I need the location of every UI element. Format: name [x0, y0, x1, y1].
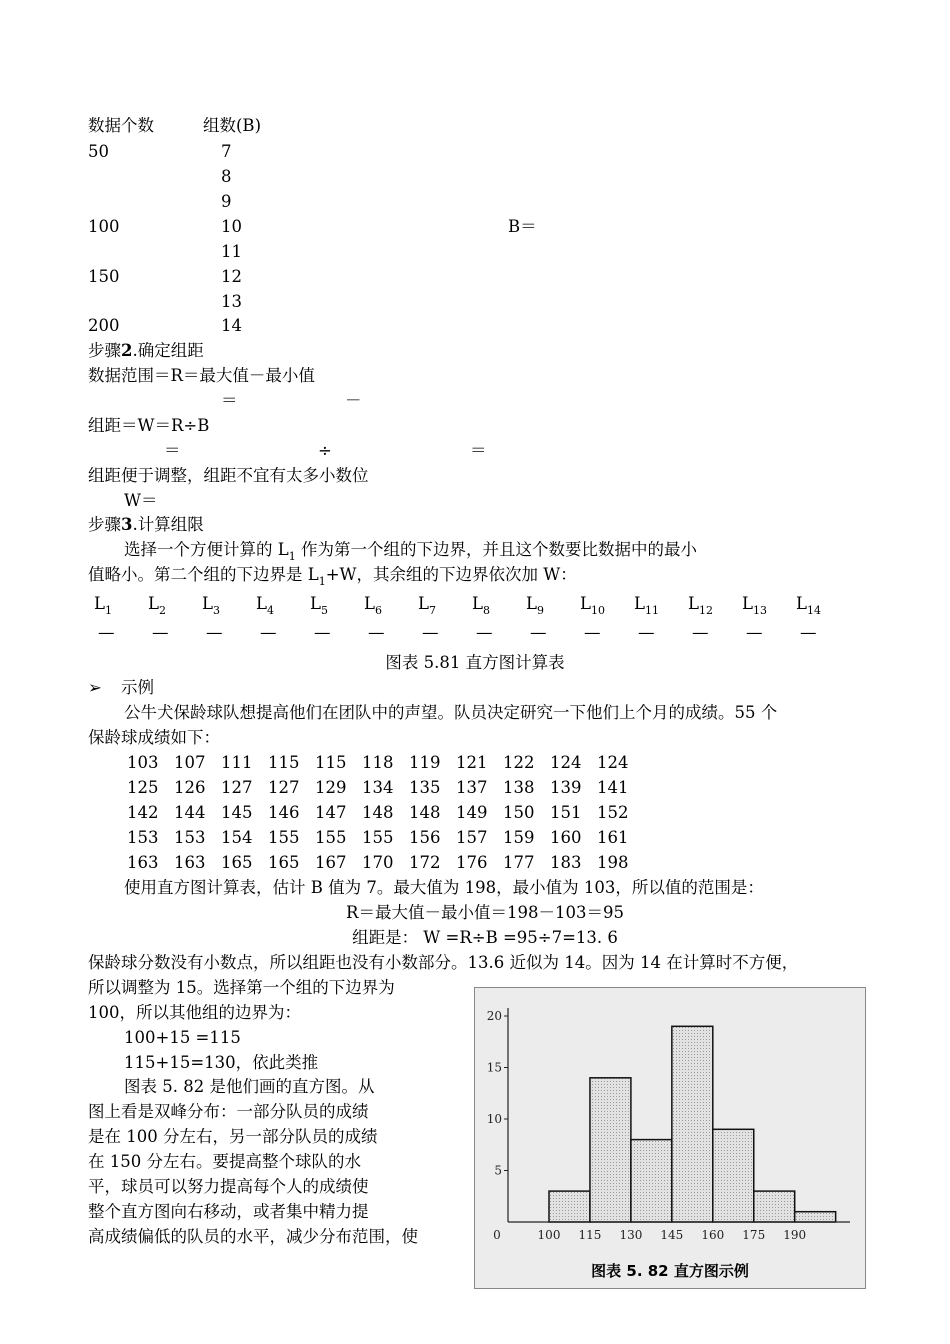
limit-blank: — — [314, 623, 331, 642]
limit-letter: L — [256, 594, 267, 613]
score-value: 127 — [268, 778, 300, 797]
table-count: 100 — [88, 217, 120, 236]
limit-letter: L — [148, 594, 159, 613]
y-tick-label: 10 — [486, 1112, 502, 1126]
table-groups: 10 — [221, 217, 242, 236]
histogram-figure — [474, 987, 866, 1289]
blank-minus: － — [345, 391, 362, 410]
limit-label — [418, 594, 472, 617]
limit-index: 11 — [644, 604, 659, 617]
limits-paragraph-line2 — [88, 565, 577, 587]
limit-label — [256, 594, 310, 617]
score-value: 126 — [174, 778, 206, 797]
x-tick-label: 190 — [783, 1228, 807, 1242]
table-groups: 7 — [221, 142, 232, 161]
step-prefix: 步骤 — [88, 341, 121, 360]
limit-label — [364, 594, 418, 617]
score-value: 137 — [456, 778, 488, 797]
y-tick-label: 20 — [486, 1009, 502, 1023]
step-title: .计算组限 — [132, 515, 204, 534]
subscript: 1 — [288, 550, 296, 563]
score-value: 142 — [127, 803, 159, 822]
adjust-paragraph: 所以调整为 15。选择第一个组的下边界为 — [88, 978, 395, 997]
score-value: 150 — [503, 803, 535, 822]
score-value: 144 — [174, 803, 206, 822]
score-value: 163 — [127, 853, 159, 872]
decimal-paragraph: 保龄球分数没有小数点，所以组距也没有小数部分。13.6 近似为 14。因为 14 在计算时不方便， — [88, 953, 799, 972]
table-count: 150 — [88, 267, 120, 286]
w-equals: W＝ — [124, 491, 158, 510]
step-number: 3 — [121, 515, 133, 534]
chart-title: 图表 5. 82 直方图示例 — [591, 1262, 749, 1280]
limits-paragraph-line1 — [124, 540, 697, 562]
x-tick-label: 160 — [701, 1228, 725, 1242]
score-value: 155 — [315, 828, 347, 847]
range-formula: 数据范围＝R＝最大值－最小值 — [88, 366, 315, 385]
step-title: .确定组距 — [132, 341, 204, 360]
blank-equals: ＝ — [221, 391, 238, 410]
step-prefix: 步骤 — [88, 515, 121, 534]
limit-label — [148, 594, 202, 617]
scores-row — [127, 853, 644, 873]
score-value: 172 — [409, 853, 441, 872]
calc-paragraph: 使用直方图计算表，估计 B 值为 7。最大值为 198，最小值为 103，所以值的范围是： — [124, 878, 764, 897]
score-value: 125 — [127, 778, 159, 797]
limit-letter: L — [94, 594, 105, 613]
score-value: 147 — [315, 803, 347, 822]
score-value: 145 — [221, 803, 253, 822]
limit-letter: L — [310, 594, 321, 613]
boundary-equation: 100+15 =115 — [124, 1028, 241, 1047]
width-calculation: 组距是： W =R÷B =95÷7=13. 6 — [352, 928, 618, 947]
limit-index: 7 — [428, 604, 436, 617]
limit-label — [94, 594, 148, 617]
x-tick-label: 0 — [493, 1228, 501, 1242]
score-value: 124 — [550, 753, 582, 772]
score-value: 159 — [503, 828, 535, 847]
limit-index: 8 — [482, 604, 490, 617]
score-value: 141 — [597, 778, 629, 797]
score-value: 122 — [503, 753, 535, 772]
limit-blank: — — [800, 623, 817, 642]
limit-letter: L — [688, 594, 699, 613]
limit-label — [202, 594, 256, 617]
step-number: 2 — [121, 341, 133, 360]
limit-index: 3 — [212, 604, 220, 617]
example-paragraph: 公牛犬保龄球队想提高他们在团队中的声望。队员决定研究一下他们上个月的成绩。55 个 — [124, 703, 778, 722]
scores-row — [127, 828, 644, 848]
table-groups: 8 — [221, 167, 232, 186]
score-value: 121 — [456, 753, 488, 772]
limit-blank: — — [152, 623, 169, 642]
x-tick-label: 175 — [742, 1228, 766, 1242]
limit-letter: L — [634, 594, 645, 613]
histogram-bar — [754, 1191, 795, 1222]
score-value: 115 — [315, 753, 347, 772]
score-value: 154 — [221, 828, 253, 847]
score-value: 152 — [597, 803, 629, 822]
description-line: 整个直方图向右移动，或者集中精力提 — [88, 1202, 369, 1221]
description-line: 平，球员可以努力提高每个人的成绩使 — [88, 1177, 369, 1196]
limit-blank: — — [746, 623, 763, 642]
score-value: 163 — [174, 853, 206, 872]
figure-caption: 图表 5.81 直方图计算表 — [385, 653, 565, 672]
limit-letter: L — [742, 594, 753, 613]
limit-letter: L — [472, 594, 483, 613]
boundary-equation: 115+15=130，依此类推 — [124, 1053, 319, 1072]
histogram-bar — [672, 1026, 713, 1222]
limit-blank: — — [368, 623, 385, 642]
adjust-paragraph: 100，所以其他组的边界为： — [88, 1003, 301, 1022]
scores-row — [127, 778, 644, 798]
score-value: 127 — [221, 778, 253, 797]
score-value: 177 — [503, 853, 535, 872]
limit-label — [580, 594, 634, 617]
limit-blank: — — [692, 623, 709, 642]
width-formula: 组距＝W＝R÷B — [88, 416, 210, 435]
x-tick-label: 145 — [660, 1228, 684, 1242]
limit-index: 14 — [806, 604, 821, 617]
limit-blanks-row — [98, 623, 854, 642]
limit-index: 6 — [374, 604, 382, 617]
score-value: 124 — [597, 753, 629, 772]
limit-letter: L — [418, 594, 429, 613]
x-tick-label: 100 — [537, 1228, 561, 1242]
score-value: 118 — [362, 753, 394, 772]
score-value: 151 — [550, 803, 582, 822]
example-paragraph: 保龄球成绩如下： — [88, 728, 220, 747]
score-value: 148 — [362, 803, 394, 822]
limit-blank: — — [206, 623, 223, 642]
score-value: 160 — [550, 828, 582, 847]
limit-letter: L — [202, 594, 213, 613]
score-value: 115 — [268, 753, 300, 772]
limit-blank: — — [638, 623, 655, 642]
score-value: 155 — [268, 828, 300, 847]
score-value: 161 — [597, 828, 629, 847]
step3-heading — [88, 515, 204, 535]
text-run: 选择一个方便计算的 L — [124, 540, 289, 559]
limit-index: 9 — [536, 604, 544, 617]
scores-row — [127, 753, 644, 773]
limit-index: 4 — [266, 604, 274, 617]
limit-label — [472, 594, 526, 617]
limit-labels-row — [94, 594, 850, 617]
score-value: 170 — [362, 853, 394, 872]
score-value: 149 — [456, 803, 488, 822]
score-value: 167 — [315, 853, 347, 872]
score-value: 165 — [268, 853, 300, 872]
limit-blank: — — [530, 623, 547, 642]
example-title: 示例 — [121, 678, 154, 697]
blank-divide: ÷ — [318, 441, 332, 460]
table-groups: 14 — [221, 316, 242, 335]
limit-blank: — — [476, 623, 493, 642]
score-value: 176 — [456, 853, 488, 872]
score-value: 139 — [550, 778, 582, 797]
histogram-bar — [631, 1140, 672, 1222]
limit-index: 13 — [752, 604, 767, 617]
histogram-bar — [713, 1129, 754, 1222]
score-value: 138 — [503, 778, 535, 797]
limit-letter: L — [364, 594, 375, 613]
limit-label — [688, 594, 742, 617]
b-equals: B＝ — [508, 217, 537, 236]
score-value: 119 — [409, 753, 441, 772]
text-run: 作为第一个组的下边界，并且这个数要比数据中的最小 — [295, 540, 697, 559]
table-groups: 11 — [221, 242, 242, 261]
range-calculation: R＝最大值－最小值＝198－103＝95 — [346, 903, 624, 922]
limit-index: 10 — [590, 604, 605, 617]
score-value: 198 — [597, 853, 629, 872]
score-value: 153 — [174, 828, 206, 847]
score-value: 157 — [456, 828, 488, 847]
histogram-bar — [795, 1212, 836, 1222]
x-tick-label: 115 — [578, 1228, 602, 1242]
table-groups: 13 — [221, 292, 242, 311]
limit-index: 1 — [104, 604, 112, 617]
y-tick-label: 5 — [494, 1163, 502, 1178]
score-value: 183 — [550, 853, 582, 872]
limit-letter: L — [580, 594, 591, 613]
blank-equals: ＝ — [470, 441, 487, 460]
table-count: 50 — [88, 142, 109, 161]
table-count: 200 — [88, 316, 120, 335]
score-value: 107 — [174, 753, 206, 772]
limit-index: 12 — [698, 604, 713, 617]
limit-label — [310, 594, 364, 617]
limit-label — [796, 594, 850, 617]
description-line: 图表 5. 82 是他们画的直方图。从 — [124, 1077, 375, 1096]
table-groups: 12 — [221, 267, 242, 286]
score-value: 103 — [127, 753, 159, 772]
score-value: 135 — [409, 778, 441, 797]
description-line: 高成绩偏低的队员的水平，减少分布范围，使 — [88, 1227, 418, 1246]
histogram-bar — [549, 1191, 590, 1222]
score-value: 111 — [221, 753, 253, 772]
limit-letter: L — [796, 594, 807, 613]
step2-heading — [88, 341, 204, 361]
width-note: 组距便于调整，组距不宜有太多小数位 — [88, 466, 369, 485]
text-run: 值略小。第二个组的下边界是 L — [88, 565, 319, 584]
score-value: 165 — [221, 853, 253, 872]
limit-index: 5 — [320, 604, 328, 617]
subscript: 1 — [318, 575, 326, 588]
score-value: 146 — [268, 803, 300, 822]
limit-label — [526, 594, 580, 617]
score-value: 155 — [362, 828, 394, 847]
arrow-bullet-icon: ➢ — [88, 678, 102, 697]
limit-blank: — — [98, 623, 115, 642]
blank-equals: ＝ — [164, 441, 181, 460]
limit-index: 2 — [158, 604, 166, 617]
score-value: 156 — [409, 828, 441, 847]
histogram-bar — [590, 1078, 631, 1222]
limit-label — [742, 594, 796, 617]
limit-blank: — — [260, 623, 277, 642]
histogram-chart — [475, 988, 865, 1288]
table-groups: 9 — [221, 192, 232, 211]
description-line: 是在 100 分左右，另一部分队员的成绩 — [88, 1127, 378, 1146]
limit-blank: — — [422, 623, 439, 642]
text-run: +W，其余组的下边界依次加 W： — [325, 565, 577, 584]
description-line: 在 150 分左右。要提高整个球队的水 — [88, 1152, 361, 1171]
table-header-groups: 组数(B) — [203, 116, 261, 135]
description-line: 图上看是双峰分布：一部分队员的成绩 — [88, 1102, 369, 1121]
score-value: 129 — [315, 778, 347, 797]
scores-row — [127, 803, 644, 823]
table-header-count: 数据个数 — [88, 116, 154, 135]
score-value: 148 — [409, 803, 441, 822]
x-tick-label: 130 — [619, 1228, 643, 1242]
score-value: 134 — [362, 778, 394, 797]
limit-label — [634, 594, 688, 617]
y-tick-label: 15 — [486, 1060, 502, 1075]
limit-blank: — — [584, 623, 601, 642]
score-value: 153 — [127, 828, 159, 847]
limit-letter: L — [526, 594, 537, 613]
